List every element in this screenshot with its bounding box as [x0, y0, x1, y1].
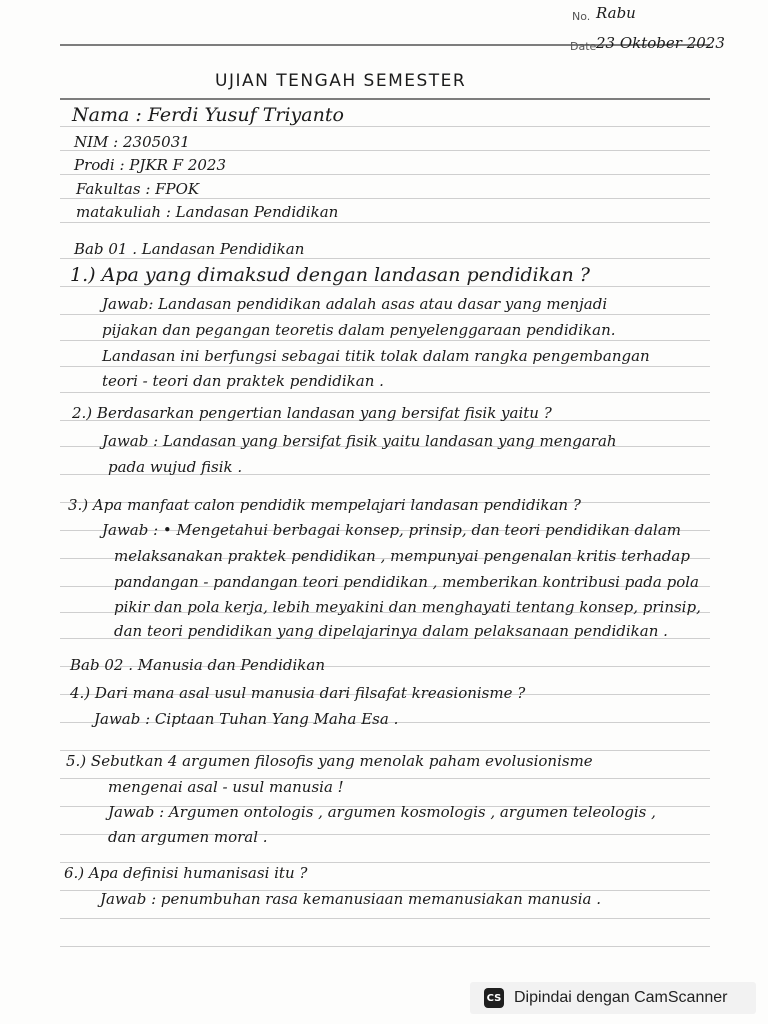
answer-3-line: melaksanakan praktek pendidikan , mempunyai pengenalan kritis terhadap [114, 547, 690, 565]
camscanner-watermark [470, 982, 756, 1014]
ruled-line [60, 174, 710, 175]
answer-2-line: pada wujud fisik . [108, 458, 243, 476]
date-label: Date [570, 40, 597, 53]
answer-3-line: pikir dan pola kerja, lebih meyakini dan menghayati tentang konsep, prinsip, [114, 598, 701, 616]
matakuliah-line: matakuliah : Landasan Pendidikan [76, 203, 339, 221]
answer-5-line: dan argumen moral . [108, 828, 268, 846]
nama-line: Nama : Ferdi Yusuf Triyanto [72, 104, 344, 126]
fakultas-line: Fakultas : FPOK [76, 180, 200, 198]
answer-1-line: Landasan ini berfungsi sebagai titik tolak dalam rangka pengembangan [102, 347, 650, 365]
answer-1-line: teori - teori dan praktek pendidikan . [102, 372, 384, 390]
day-text: Rabu [596, 4, 636, 22]
answer-3-line: Jawab : • Mengetahui berbagai konsep, prinsip, dan teori pendidikan dalam [102, 521, 681, 539]
ruled-line [60, 946, 710, 947]
answer-1-line: Jawab: Landasan pendidikan adalah asas atau dasar yang menjadi [102, 295, 608, 313]
question-1: 1.) Apa yang dimaksud dengan landasan pendidikan ? [70, 264, 590, 286]
bab-01-heading: Bab 01 . Landasan Pendidikan [74, 240, 305, 258]
camscanner-text: Dipindai dengan CamScanner [514, 989, 728, 1006]
ruled-line [60, 126, 710, 127]
answer-6-line: Jawab : penumbuhan rasa kemanusiaan memanusiakan manusia . [100, 890, 601, 908]
title-rule [60, 98, 710, 100]
prodi-line: Prodi : PJKR F 2023 [74, 156, 227, 174]
question-3: 3.) Apa manfaat calon pendidik mempelajari landasan pendidikan ? [68, 496, 581, 514]
question-5: 5.) Sebutkan 4 argumen filosofis yang menolak paham evolusionisme [66, 752, 593, 770]
answer-2-line: Jawab : Landasan yang bersifat fisik yaitu landasan yang mengarah [102, 432, 617, 450]
bab-02-heading: Bab 02 . Manusia dan Pendidikan [70, 656, 325, 674]
answer-3-line: pandangan - pandangan teori pendidikan , memberikan kontribusi pada pola [114, 573, 699, 591]
ruled-line [60, 340, 710, 341]
question-2: 2.) Berdasarkan pengertian landasan yang bersifat fisik yaitu ? [72, 404, 552, 422]
ruled-line [60, 392, 710, 393]
answer-3-line: dan teori pendidikan yang dipelajarinya dalam pelaksanaan pendidikan . [114, 622, 668, 640]
ruled-line [60, 286, 710, 287]
ruled-line [60, 750, 710, 751]
ruled-line [60, 222, 710, 223]
page-title: UJIAN TENGAH SEMESTER [215, 71, 467, 91]
ruled-line [60, 198, 710, 199]
question-5-cont: mengenai asal - usul manusia ! [108, 778, 344, 796]
ruled-line [60, 314, 710, 315]
answer-5-line: Jawab : Argumen ontologis , argumen kosmologis , argumen teleologis , [108, 803, 656, 821]
date-text: 23 Oktober 2023 [596, 34, 725, 52]
answer-1-line: pijakan dan pegangan teoretis dalam penyelenggaraan pendidikan. [102, 321, 616, 339]
ruled-line [60, 918, 710, 919]
ruled-line [60, 366, 710, 367]
no-label: No. [572, 10, 591, 23]
ruled-line [60, 862, 710, 863]
question-6: 6.) Apa definisi humanisasi itu ? [64, 864, 308, 882]
nim-line: NIM : 2305031 [74, 133, 190, 151]
question-4: 4.) Dari mana asal usul manusia dari filsafat kreasionisme ? [70, 684, 526, 702]
answer-4-line: Jawab : Ciptaan Tuhan Yang Maha Esa . [94, 710, 399, 728]
camscanner-logo-icon: CS [484, 988, 504, 1008]
ruled-line [60, 258, 710, 259]
